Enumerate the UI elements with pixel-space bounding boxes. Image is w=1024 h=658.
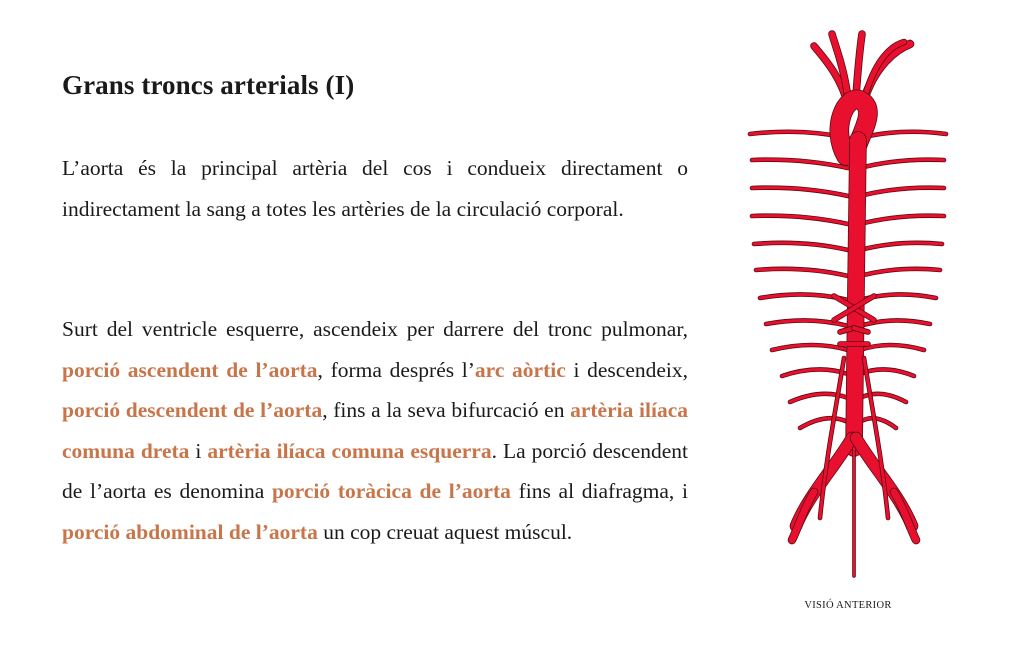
descending-aorta [854,140,858,448]
link-left-common-iliac[interactable]: artèria ilíaca comuna esquerra [207,438,492,463]
figure-caption: VISIÓ ANTERIOR [804,600,892,611]
text-segment: un cop creuat aquest múscul. [317,519,573,544]
link-abdominal-aorta[interactable]: porció abdominal de l’aorta [62,519,318,544]
text-segment: , fins a la seva bifurcació en [322,398,571,422]
description-paragraph [62,309,688,552]
link-right-common-iliac[interactable]: artèria ilíaca comuna dreta [62,398,688,463]
right-internal-iliac [820,358,844,518]
intro-paragraph: L’aorta és la principal artèria del cos i condueix directament o indirectament la sang a totes les artèries de la circulació corporal. [62,156,688,221]
text-segment: . La porció descendent de l’aorta es denomina [62,438,689,503]
text-segment: i descendeix, [565,357,689,382]
artery-paths [750,34,946,576]
text-segment: fins al diafragma, i [510,479,688,503]
text-segment: i [189,438,208,463]
text-segment: Surt del ventricle esquerre, ascendeix per darrere del tronc pulmonar, [62,317,688,341]
left-internal-iliac [864,358,888,518]
text-segment: , forma després l’ [317,357,475,382]
page-title: Grans troncs arterials (I) [62,70,355,100]
link-aortic-arch[interactable]: arc aòrtic [474,357,566,382]
aorta-illustration [736,28,960,586]
left-common-carotid [856,34,862,96]
link-thoracic-aorta[interactable]: porció toràcica de l’aorta [271,479,511,503]
link-ascending-aorta[interactable]: porció ascendent de l’aorta [62,357,318,382]
link-descending-aorta[interactable]: porció descendent de l’aorta [62,398,323,422]
